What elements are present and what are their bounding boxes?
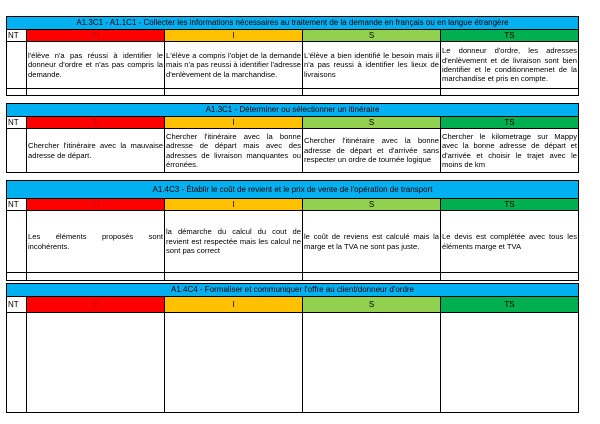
empty-cell bbox=[441, 273, 579, 281]
section-title: A1.3C1 - Déterminer ou sélectionner un itinéraire bbox=[7, 104, 579, 117]
s-description: le coût de reviens est calculé mais la marge et la TVA ne sont pas juste. bbox=[303, 211, 441, 273]
level-nt-header: NT bbox=[7, 297, 27, 313]
empty-cell bbox=[7, 273, 27, 281]
empty-cell bbox=[165, 273, 303, 281]
section-title: A1.4C4 - Formaliser et communiquer l'offre au client/donneur d'ordre bbox=[7, 284, 579, 297]
level-i-header: I bbox=[165, 30, 303, 42]
criteria-table-offer bbox=[6, 283, 579, 413]
ti-description: Chercher l'itinéraire avec la mauvaise adresse de départ. bbox=[27, 129, 165, 173]
level-nt-header: NT bbox=[7, 30, 27, 42]
level-ts-header: TS bbox=[441, 30, 579, 42]
level-ti-header: TI bbox=[27, 30, 165, 42]
empty-cell bbox=[165, 89, 303, 96]
section-title: A1.4C3 - Établir le coût de revient et le prix de vente de l'opération de transport bbox=[7, 181, 579, 199]
criteria-table-itinerary bbox=[6, 103, 579, 173]
level-ts-header: TS bbox=[441, 297, 579, 313]
level-nt-header: NT bbox=[7, 117, 27, 129]
level-s-header: S bbox=[303, 199, 441, 211]
s-description: L'élève a bien identifié le besoin mais il n'a pas reussi à identifier les lieux de livraisons bbox=[303, 42, 441, 89]
criteria-table-cost-price bbox=[6, 180, 579, 281]
level-ti-header: TI bbox=[27, 117, 165, 129]
i-description: Chercher l'itinéraire avec la bonne adresse de départ mais avec des adresses de livraison manquantes ou érronées. bbox=[165, 129, 303, 173]
empty-cell bbox=[303, 89, 441, 96]
s-description: Chercher l'itinéraire avec la bonne adresse de départ et d'arrivée sans respecter un ordre de tournée logique bbox=[303, 129, 441, 173]
level-i-header: I bbox=[165, 117, 303, 129]
ts-description bbox=[441, 313, 579, 413]
ti-description: Les éléments proposés sont incohérents. bbox=[27, 211, 165, 273]
empty-cell bbox=[7, 89, 27, 96]
ts-description: Le devis est complétée avec tous les éléments marge et TVA bbox=[441, 211, 579, 273]
level-s-header: S bbox=[303, 30, 441, 42]
nt-cell bbox=[7, 211, 27, 273]
section-title: A1.3C1 - A1.1C1 - Collecter les informations nécessaires au traitement de la demande en français ou en langue étrangère bbox=[7, 17, 579, 30]
ti-description bbox=[27, 313, 165, 413]
empty-cell bbox=[303, 273, 441, 281]
empty-cell bbox=[441, 89, 579, 96]
s-description bbox=[303, 313, 441, 413]
nt-cell bbox=[7, 129, 27, 173]
i-description bbox=[165, 313, 303, 413]
nt-cell bbox=[7, 42, 27, 89]
empty-cell bbox=[27, 273, 165, 281]
level-s-header: S bbox=[303, 297, 441, 313]
nt-cell bbox=[7, 313, 27, 413]
level-s-header: S bbox=[303, 117, 441, 129]
empty-cell bbox=[27, 89, 165, 96]
level-i-header: I bbox=[165, 297, 303, 313]
ts-description: Chercher le kilometrage sur Mappy avec la bonne adresse de départ et d'arrivée et choisir le trajet avec le moins de km bbox=[441, 129, 579, 173]
level-i-header: I bbox=[165, 199, 303, 211]
i-description: la démarche du calcul du cout de revient est respectée mais les calcul ne sont pas correct bbox=[165, 211, 303, 273]
level-ti-header: TI bbox=[27, 199, 165, 211]
criteria-table-collect-info bbox=[6, 16, 579, 96]
ts-description: Le donneur d'ordre, les adresses d'enlèvement et de livraison sont bien identifier et le conditionnemenet de la marchandise et pris en compte. bbox=[441, 42, 579, 89]
i-description: L'élève a compris l'objet de la demande mais n'a pas reussi à identifier l'adresse d'enlèvement de la marchandise. bbox=[165, 42, 303, 89]
level-ti-header: TI bbox=[27, 297, 165, 313]
level-ts-header: TS bbox=[441, 199, 579, 211]
level-ts-header: TS bbox=[441, 117, 579, 129]
ti-description: l'élève n'a pas réussi à identifier le donneur d'ordre et n'as pas compris la demande. bbox=[27, 42, 165, 89]
level-nt-header: NT bbox=[7, 199, 27, 211]
